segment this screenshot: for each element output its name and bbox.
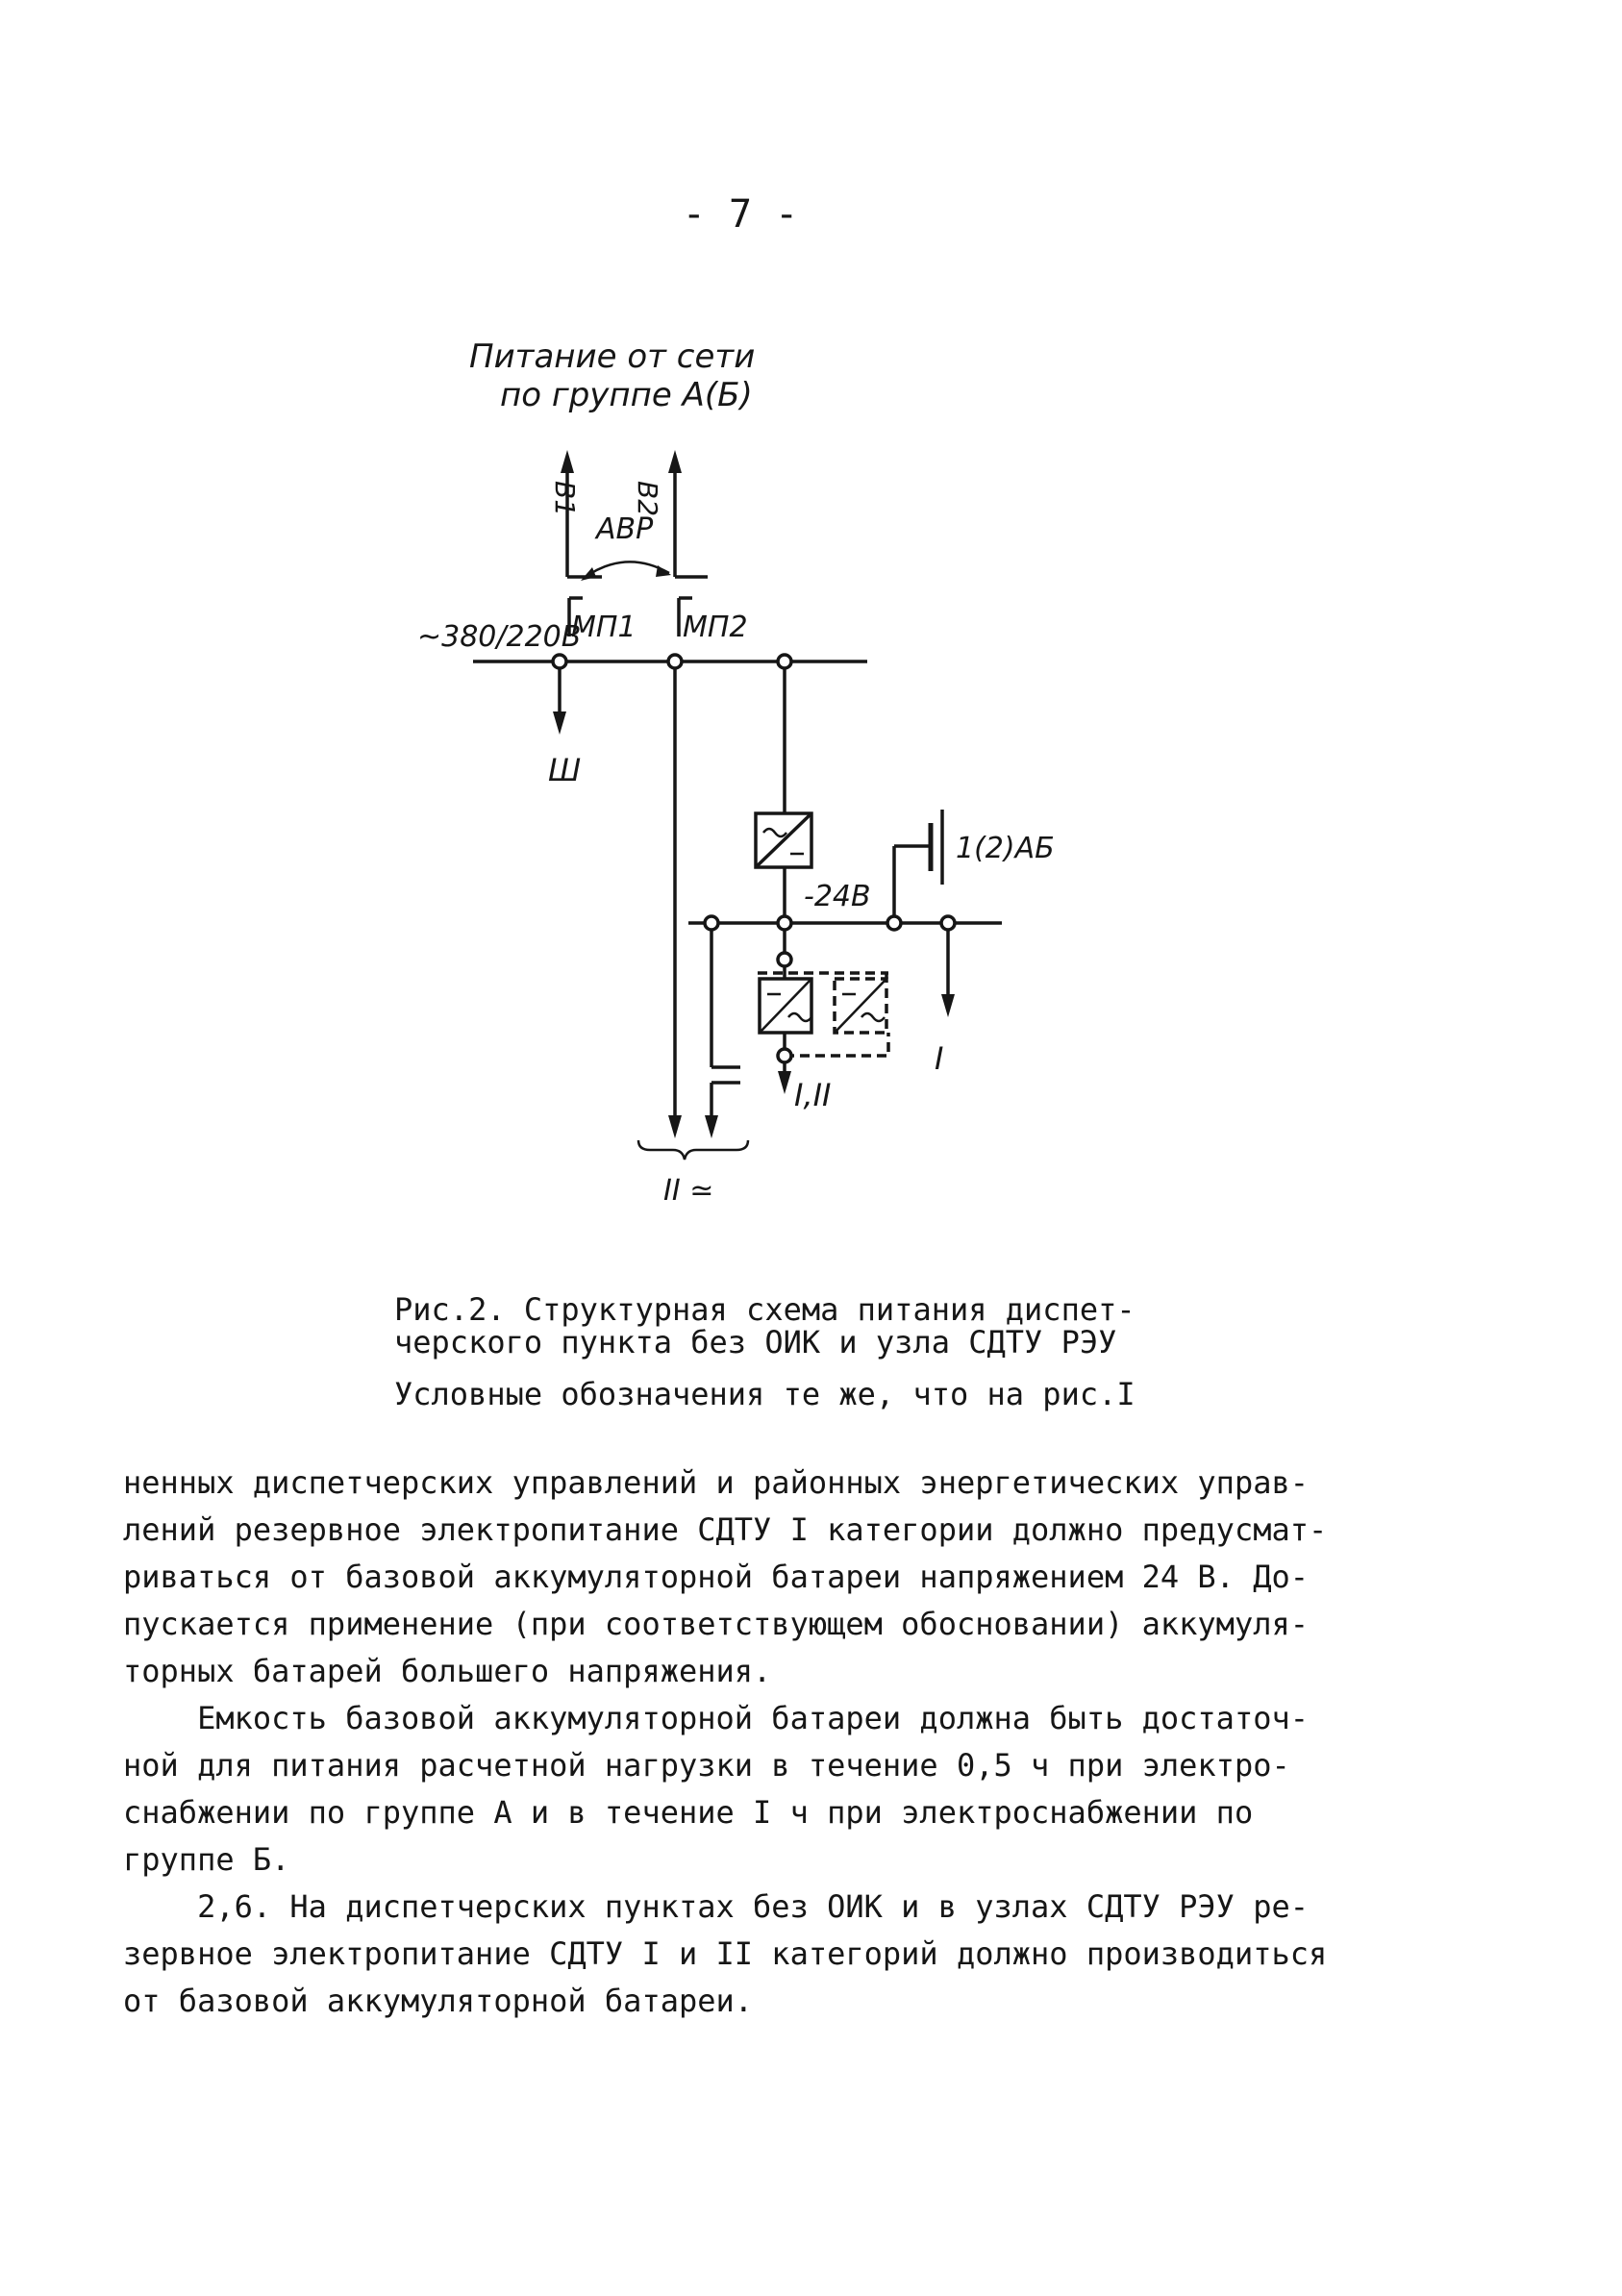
body-line: риваться от базовой аккумуляторной батареи напряжением 24 В. До- bbox=[123, 1559, 1309, 1595]
dc-voltage-label: -24В bbox=[804, 880, 871, 913]
switchboard-1-label: МП1 bbox=[571, 611, 636, 644]
battery-symbol bbox=[894, 810, 942, 921]
dc-bus bbox=[688, 916, 1002, 930]
switchboard-2-label: МП2 bbox=[683, 611, 748, 644]
output-cat2-label: II ≃ bbox=[663, 1174, 714, 1208]
battery-label: 1(2)АБ bbox=[956, 832, 1055, 865]
body-text bbox=[123, 1460, 1392, 2025]
supply-heading-line1: Питание от сети bbox=[469, 337, 756, 376]
body-line: группе Б. bbox=[123, 1841, 290, 1878]
body-line: ненных диспетчерских управлений и районных энергетических управ- bbox=[123, 1464, 1309, 1501]
ac-bus bbox=[473, 655, 867, 668]
body-line: торных батарей большего напряжения. bbox=[123, 1653, 772, 1689]
inverter-group bbox=[758, 930, 888, 1094]
body-line: от базовой аккумуляторной батареи. bbox=[123, 1983, 754, 2019]
output-cat1-label: I bbox=[935, 1040, 944, 1077]
supply-heading-line2: по группе А(Б) bbox=[500, 376, 753, 414]
figure-caption bbox=[394, 1293, 1260, 1410]
cat2-bracket bbox=[638, 1140, 748, 1160]
transfer-label: АВР bbox=[596, 512, 654, 546]
input-b2-label: В2 bbox=[632, 481, 663, 517]
output-cat1-2-label: I,II bbox=[794, 1077, 832, 1113]
caption-line-1: Рис.2. Структурная схема питания диспет- bbox=[394, 1291, 1135, 1328]
output-cat3-label: Ш bbox=[548, 752, 582, 788]
body-line: 2,6. На диспетчерских пунктах без ОИК и в узлах СДТУ РЭУ ре- bbox=[123, 1888, 1309, 1925]
ac-voltage-label: ~380/220В bbox=[417, 620, 582, 654]
body-line: зервное электропитание СДТУ I и II категорий должно производиться bbox=[123, 1935, 1328, 1972]
body-line: снабжении по группе А и в течение I ч при электроснабжении по bbox=[123, 1794, 1254, 1831]
dc-feeder-cat2 bbox=[705, 930, 740, 1138]
body-line: лений резервное электропитание СДТУ I категории должно предусмат- bbox=[123, 1511, 1328, 1548]
ac-feeder-cat2 bbox=[668, 668, 682, 1138]
caption-line-2: черского пункта без ОИК и узла СДТУ РЭУ bbox=[394, 1324, 1117, 1360]
body-line: пускается применение (при соответствующем обосновании) аккумуля- bbox=[123, 1606, 1309, 1642]
caption-legend: Условные обозначения те же, что на рис.I bbox=[394, 1376, 1135, 1412]
body-line: Емкость базовой аккумуляторной батареи должна быть достаточ- bbox=[123, 1700, 1309, 1736]
input-b2-arrow bbox=[668, 450, 708, 577]
page-number: - 7 - bbox=[682, 192, 799, 237]
body-line: ной для питания расчетной нагрузки в течение 0,5 ч при электро- bbox=[123, 1747, 1290, 1784]
output-cat3-arrow bbox=[553, 668, 566, 735]
input-b1-label: В1 bbox=[549, 481, 581, 517]
output-cat1-arrow bbox=[941, 930, 955, 1017]
